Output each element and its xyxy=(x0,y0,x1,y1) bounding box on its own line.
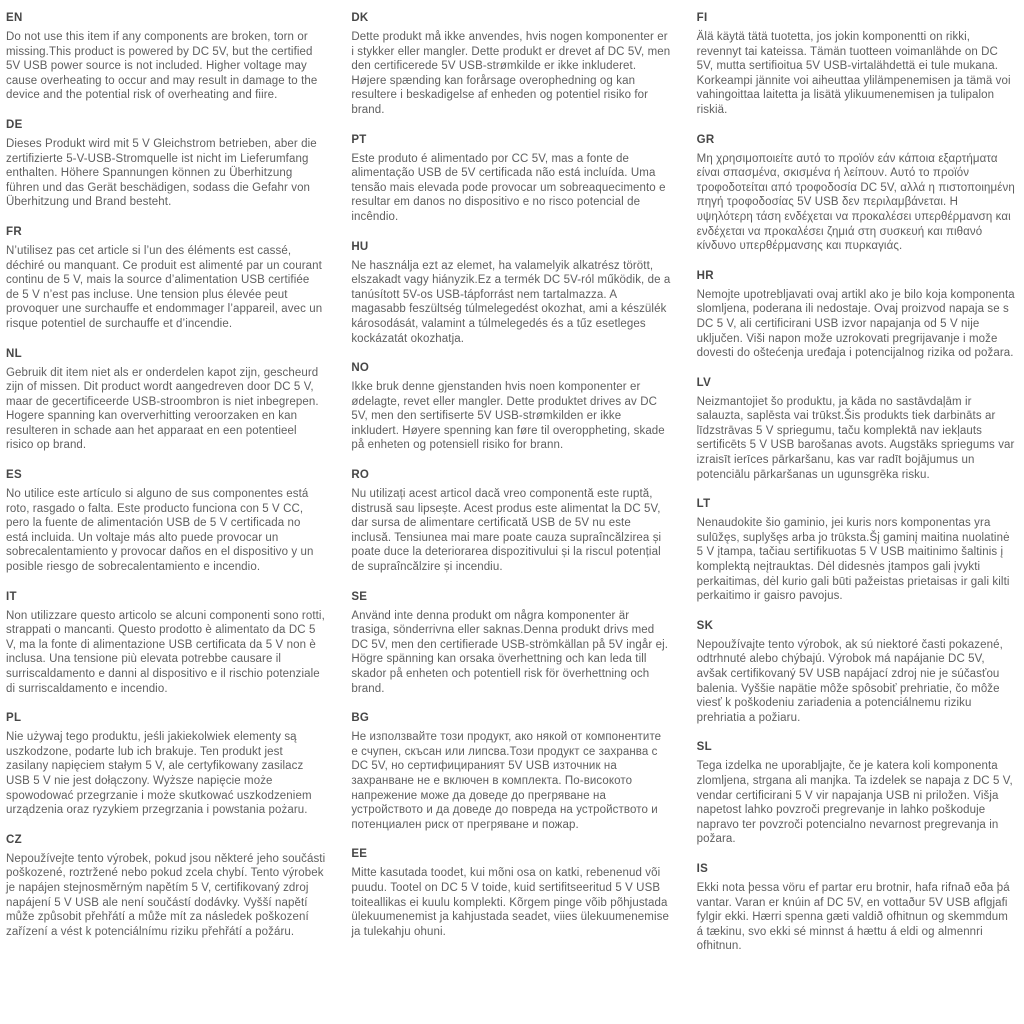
language-code: IS xyxy=(696,862,709,875)
language-section xyxy=(351,362,670,453)
language-section xyxy=(6,119,325,210)
language-code: NL xyxy=(6,347,22,360)
warning-text: Nepoužívejte tento výrobek, pokud jsou některé jeho součásti poškozené, roztržené nebo pokud zcela chybí. Tento výrobek je napájen stejnosměrným napětím 5 V, certifikovaný zdroj napájení 5 V USB ale není součástí dodávky. Vyšší napětí může způsobit přehřátí a může mít za následek poškození zařízení a vést k potenciálnímu riziku přehřátí a požáru. xyxy=(6,852,326,938)
language-section xyxy=(6,712,325,818)
warning-text: Nenaudokite šio gaminio, jei kuris nors komponentas yra sulūžęs, suplyšęs arba jo trūksta.Šį gaminį maitina nuolatinė 5 V įtampa, tačiau sertifikuotas 5 V USB maitinimo šaltinis į komplektą neįtrauktas. Dėl didesnės įtampos gali įvykti perkaitimas, dėl kurio gali būti pažeistas prietaisas ir gali kilti perkaitimo ir gaisro pavojus. xyxy=(696,517,1010,603)
language-section xyxy=(697,498,1016,604)
language-section xyxy=(697,620,1016,726)
warning-text: Nu utilizați acest articol dacă vreo componentă este ruptă, distrusă sau lipsește. Acest produs este alimentat la DC 5V, dar sursa de alimentare certificată USB de 5V nu este inclusă. Tensiunea mai mare poate cauza supraîncălzirea și poate duce la deteriorarea dispozitivului și la riscul potențial de supraîncălzire și incendiu. xyxy=(351,488,662,574)
language-code: PT xyxy=(351,133,367,146)
language-code: BG xyxy=(351,712,370,725)
language-section xyxy=(351,134,670,225)
warning-text: Non utilizzare questo articolo se alcuni componenti sono rotti, strappati o mancanti. Questo prodotto è alimentato da DC 5 V, ma la fonte di alimentazione USB certificata da 5 V non è inclusa. Una tensione più elevata potrebbe causare il surriscaldamento e danni al dispositivo e il rischio potenziale di surriscaldamento e incendio. xyxy=(6,609,325,695)
language-code: LV xyxy=(696,376,712,389)
warning-text: Tega izdelka ne uporabljajte, če je katera koli komponenta zlomljena, strgana ali manjka. Ta izdelek se napaja z DC 5 V, vendar certificirani 5 V vir napajanja USB ni priložen. Višja napetost lahko povzroči pregrevanje in lahko poškoduje napravo ter povzroči potencialno nevarnost pregrevanja in požara. xyxy=(696,760,1013,846)
language-code: ES xyxy=(6,469,22,482)
language-section xyxy=(351,712,670,832)
warning-text: Nepoužívajte tento výrobok, ak sú niektoré časti pokazené, odtrhnuté alebo chýbajú. Výrobok má napájanie DC 5V, avšak certifikovaný 5V USB napájací zdroj nie je súčasťou balenia. Vyššie napätie môže spôsobiť prehriatie, čo môže viesť k poškodeniu zariadenia a potenciálnemu riziku prehriatia a požiaru. xyxy=(696,638,1003,724)
language-section xyxy=(6,226,325,332)
language-section xyxy=(351,241,670,347)
language-section xyxy=(6,834,325,940)
warning-text: Ekki nota þessa vöru ef partar eru brotnir, hafa rifnað eða þá vantar. Varan er knúin af DC 5V, en vottaður 5V USB aflgjafi fylgir ekki. Hærri spenna gæti valdið ofhitnun og skemmdum á tækinu, svo ekki sé minnst á hættu á eldi og almennri ofhitnun. xyxy=(696,881,1010,953)
language-section xyxy=(697,377,1016,483)
language-section xyxy=(351,12,670,118)
column-middle xyxy=(351,12,670,970)
language-code: DE xyxy=(6,118,23,131)
language-code: FR xyxy=(6,225,22,238)
warning-text: Este produto é alimentado por CC 5V, mas a fonte de alimentação USB de 5V certificada não está incluída. Uma tensão mais elevada pode provocar um sobreaquecimento e resultar em danos no dispositivo e no risco potencial de incêndio. xyxy=(351,152,666,223)
language-code: HU xyxy=(351,240,369,253)
language-section xyxy=(697,270,1016,361)
language-code: LT xyxy=(696,498,711,511)
language-code: CZ xyxy=(6,833,22,846)
language-code: SK xyxy=(696,619,714,632)
language-code: EE xyxy=(351,848,368,861)
warning-text: Ne használja ezt az elemet, ha valamelyik alkatrész törött, elszakadt vagy hiányzik.Ez a termék DC 5V-ról működik, de a tanúsított 5V-os USB-tápforrást nem tartalmazza. A magasabb feszültség túlmelegedést okozhat, ami a készülék károsodását, valamint a túlmelegedés és a tűz esetleges kockázatát okozhatja. xyxy=(351,259,671,345)
warning-text: Dette produkt må ikke anvendes, hvis nogen komponenter er i stykker eller mangler. Dette produkt er drevet af DC 5V, men den certificerede 5V USB-strømkilde er ikke inkluderet. Højere spænding kan forårsage overophedning og kan resultere i beskadigelse af enheden og potentiel risiko for brand. xyxy=(351,31,671,116)
language-section xyxy=(351,848,670,939)
language-section xyxy=(697,12,1016,118)
language-code: FI xyxy=(696,12,708,24)
language-section xyxy=(6,348,325,454)
column-left xyxy=(6,12,325,970)
language-section xyxy=(697,863,1016,954)
language-section xyxy=(697,741,1016,847)
language-section xyxy=(6,12,325,103)
warning-text: N’utilisez pas cet article si l’un des éléments est cassé, déchiré ou manquant. Ce produit est alimenté par un courant continu de 5 V, mais la source d’alimentation USB certifiée de 5 V n’est pas incluse. Une tension plus élevée peut provoquer une surchauffe et endommager l’appareil, avec un risque potentiel de surchauffe et d’incendie. xyxy=(6,244,323,330)
language-code: DK xyxy=(351,12,369,24)
language-code: GR xyxy=(696,133,715,146)
warning-text: Do not use this item if any components are broken, torn or missing.This product is powered by DC 5V, but the certified 5V USB power source is not included. Higher voltage may cause overheating to occur and may result in damage to the device and the potential risk of overheating and fiire. xyxy=(6,31,318,102)
language-section xyxy=(351,591,670,697)
column-right xyxy=(697,12,1016,970)
language-code: EN xyxy=(6,12,23,24)
warning-text: Dieses Produkt wird mit 5 V Gleichstrom betrieben, aber die zertifizierte 5-V-USB-Stromquelle ist nicht im Lieferumfang enthalten. Höhere Spannungen können zu Überhitzung führen und das Gerät beschädigen, sodass die Gefahr von Überhitzung und Brand besteht. xyxy=(6,137,317,209)
warning-text: Mitte kasutada toodet, kui mõni osa on katki, rebenenud või puudu. Tootel on DC 5 V toide, kuid sertifitseeritud 5 V USB toiteallikas ei kuulu komplekti. Kõrgem pinge võib põhjustada ülekuumenemist ja kahjustada seadet, viies ülekuumenemise ja tulekahju ohuni. xyxy=(351,867,669,938)
language-code: PL xyxy=(6,712,22,725)
language-code: HR xyxy=(696,269,714,282)
language-code: NO xyxy=(351,362,370,375)
language-code: RO xyxy=(351,469,370,482)
warning-text: Nemojte upotrebljavati ovaj artikl ako je bilo koja komponenta slomljena, poderana ili nedostaje. Ovaj proizvod napaja se s DC 5 V, ali certificirani USB izvor napajanja od 5 V nije uključen. Viši napon može uzrokovati pregrijavanje i može dovesti do oštećenja uređaja i potencijalnog rizika od požara. xyxy=(696,288,1015,360)
warning-text: Älä käytä tätä tuotetta, jos jokin komponentti on rikki, revennyt tai kateissa. Tämän tuotteen voimanlähde on DC 5V, mutta sertifioitua 5V USB-virtalähdettä ei tule mukana. Korkeampi jännite voi aiheuttaa ylilämpenemisen ja tämä voi vahingoittaa laitetta ja lisätä ylikuumenemisen ja tulipalon riskiä. xyxy=(696,31,1011,116)
warning-text: No utilice este artículo si alguno de sus componentes está roto, rasgado o falta. Este producto funciona con 5 V CC, pero la fuente de alimentación USB de 5 V certificada no está incluida. Un voltaje más alto puede provocar un sobrecalentamiento y provocar daños en el dispositivo y un posible riesgo de sobrecalentamiento e incendio. xyxy=(6,488,314,574)
warning-text: Μη χρησιμοποιείτε αυτό το προϊόν εάν κάποια εξαρτήματα είναι σπασμένα, σκισμένα ή λείπουν. Αυτό το προϊόν τροφοδοτείται από τροφοδοσία DC 5V, αλλά η πιστοποιημένη πηγή τροφοδοσίας 5V USB δεν περιλαμβάνεται. Η υψηλότερη τάση ενδέχεται να προκαλέσει υπερθέρμανση και ενδέχεται να προκαλέσει ζημιά στη συσκευή και πιθανό κίνδυνο υπερθέρμανσης και πυρκαγιάς. xyxy=(696,152,1015,253)
warning-text: Använd inte denna produkt om några komponenter är trasiga, sönderrivna eller saknas.Denna produkt drivs med DC 5V, men den certifierade USB-strömkällan på 5V ingår ej. Högre spänning kan orsaka överhettning och kan leda till skador på enheten och potentiell risk för överhettning och brand. xyxy=(351,609,669,695)
language-section xyxy=(351,469,670,575)
warning-text: Не използвайте този продукт, ако някой от компонентите е счупен, скъсан или липсва.Този продукт се захранва с DC 5V, но сертифицираният 5V USB източник на захранване не е включен в комплекта. По-високото напрежение може да доведе до прегряване на устройството и да доведе до повреда на устройството и потенциален риск от прегряване и пожар. xyxy=(351,731,662,831)
warning-text: Gebruik dit item niet als er onderdelen kapot zijn, gescheurd zijn of missen. Dit product wordt aangedreven door DC 5 V, maar de gecertificeerde USB-stroombron is niet inbegrepen. Hogere spanning kan oververhitting veroorzaken en kan resulteren in schade aan het apparaat en een potentieel risico op brand. xyxy=(6,366,319,452)
warning-text: Ikke bruk denne gjenstanden hvis noen komponenter er ødelagte, revet eller mangler. Dette produktet drives av DC 5V, men den sertifiserte 5V USB-strømkilden er ikke inkludert. Høyere spenning kan føre til overoppheting, skade på enheten og potensiell risiko for brann. xyxy=(351,381,665,452)
warning-text: Nie używaj tego produktu, jeśli jakiekolwiek elementy są uszkodzone, podarte lub ich brakuje. Ten produkt jest zasilany napięciem stałym 5 V, ale certyfikowany zasilacz USB 5 V nie jest dołączony. Wyższe napięcie może spowodować przegrzanie i może skutkować uszkodzeniem urządzenia oraz ryzykiem przegrzania i powstania pożaru. xyxy=(6,731,312,817)
language-code: SE xyxy=(351,590,368,603)
language-section xyxy=(6,591,325,697)
language-section xyxy=(6,469,325,575)
language-code: IT xyxy=(6,590,17,603)
language-section xyxy=(697,134,1016,254)
language-code: SL xyxy=(696,741,712,754)
warning-text: Neizmantojiet šo produktu, ja kāda no sastāvdaļām ir salauzta, saplēsta vai trūkst.Šis produkts tiek darbināts ar līdzstrāvas 5 V spriegumu, taču komplektā nav iekļauts sertificēts 5 V USB barošanas avots. Augstāks spriegums var izraisīt ierīces pārkaršanu, kas var radīt bojājumus un potenciālu pārkaršanas un ugunsgrēka risku. xyxy=(696,395,1015,481)
